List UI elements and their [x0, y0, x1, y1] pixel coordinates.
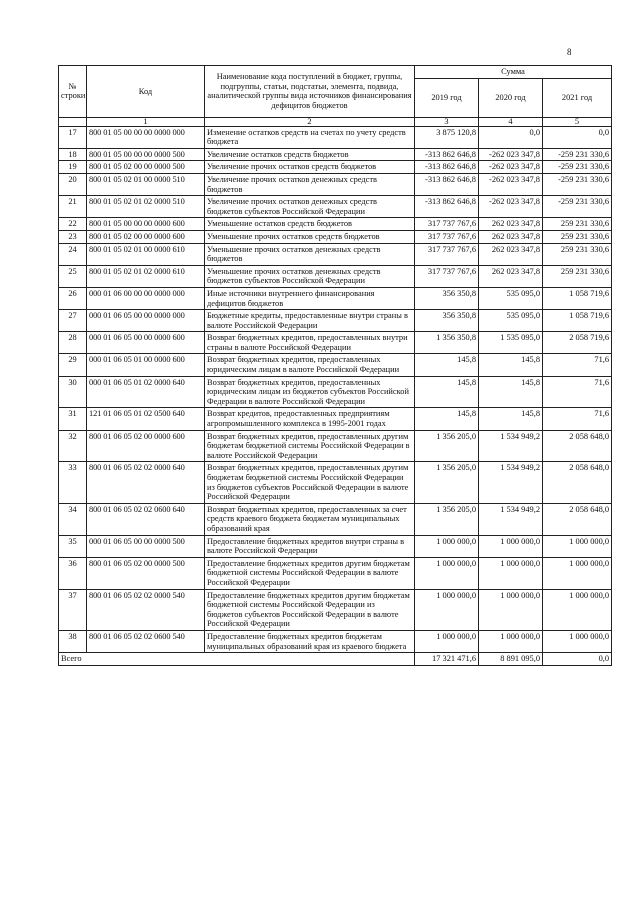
row-code: 800 01 06 05 02 02 0600 640: [87, 503, 205, 535]
table-row: [59, 173, 612, 195]
amount-2019: 3 875 120,8: [415, 126, 479, 148]
row-code: 800 01 05 02 00 00 0000 500: [87, 161, 205, 174]
row-number: 30: [59, 376, 87, 408]
amount-2021: 1 000 000,0: [543, 535, 612, 557]
total-amount-2021: 0,0: [543, 653, 612, 666]
table-row: [59, 310, 612, 332]
amount-2021: 1 000 000,0: [543, 589, 612, 630]
amount-2019: 317 737 767,6: [415, 218, 479, 231]
table-row: [59, 354, 612, 376]
row-code: 800 01 05 02 01 02 0000 510: [87, 196, 205, 218]
amount-2020: 535 095,0: [479, 287, 543, 309]
row-code: 800 01 06 05 02 00 0000 600: [87, 430, 205, 462]
row-code: 000 01 06 05 01 02 0000 640: [87, 376, 205, 408]
amount-2021: 2 058 648,0: [543, 430, 612, 462]
amount-2020: 145,8: [479, 376, 543, 408]
amount-2021: 1 058 719,6: [543, 310, 612, 332]
amount-2019: 145,8: [415, 354, 479, 376]
row-number: 34: [59, 503, 87, 535]
row-code: 000 01 06 05 00 00 0000 500: [87, 535, 205, 557]
table-row: [59, 408, 612, 430]
row-code: 800 01 05 02 01 00 0000 610: [87, 243, 205, 265]
row-name: Возврат бюджетных кредитов, предоставленных юридическим лицам из бюджетов субъектов Российской Федерации в валюте Российской Федерации: [205, 376, 415, 408]
amount-2019: 317 737 767,6: [415, 243, 479, 265]
table-row: [59, 148, 612, 161]
amount-2019: -313 862 646,8: [415, 173, 479, 195]
amount-2020: 1 534 949,2: [479, 430, 543, 462]
amount-2020: 262 023 347,8: [479, 243, 543, 265]
row-name: Предоставление бюджетных кредитов другим бюджетам бюджетной системы Российской Федерации из бюджетов субъектов Российской Федерации в валюте Российской Федерации: [205, 589, 415, 630]
row-name: Предоставление бюджетных кредитов другим бюджетам бюджетной системы Российской Федерации в валюте Российской Федерации: [205, 557, 415, 589]
row-name: Увеличение прочих остатков денежных средств бюджетов субъектов Российской Федерации: [205, 196, 415, 218]
amount-2020: 0,0: [479, 126, 543, 148]
row-number: 25: [59, 265, 87, 287]
amount-2021: 259 231 330,6: [543, 230, 612, 243]
amount-2019: 317 737 767,6: [415, 265, 479, 287]
amount-2019: 1 356 205,0: [415, 503, 479, 535]
row-code: 800 01 06 05 02 02 0000 640: [87, 462, 205, 503]
row-code: 000 01 06 05 00 00 0000 000: [87, 310, 205, 332]
row-number: 22: [59, 218, 87, 231]
table-row: [59, 161, 612, 174]
amount-2019: 356 350,8: [415, 310, 479, 332]
amount-2019: 1 000 000,0: [415, 589, 479, 630]
row-code: 800 01 06 05 02 02 0000 540: [87, 589, 205, 630]
row-name: Возврат кредитов, предоставленных предприятиям агропромышленного комплекса в 1995-2001 годах: [205, 408, 415, 430]
amount-2021: -259 231 330,6: [543, 196, 612, 218]
row-code: 800 01 06 05 02 02 0600 540: [87, 630, 205, 652]
amount-2020: 1 000 000,0: [479, 630, 543, 652]
amount-2021: 259 231 330,6: [543, 265, 612, 287]
amount-2020: 145,8: [479, 354, 543, 376]
amount-2021: 2 058 648,0: [543, 503, 612, 535]
amount-2020: 262 023 347,8: [479, 230, 543, 243]
table-row: [59, 230, 612, 243]
amount-2019: 356 350,8: [415, 287, 479, 309]
row-code: 800 01 05 02 00 00 0000 600: [87, 230, 205, 243]
amount-2020: -262 023 347,8: [479, 196, 543, 218]
amount-2019: 1 356 205,0: [415, 462, 479, 503]
amount-2020: 262 023 347,8: [479, 265, 543, 287]
row-name: Возврат бюджетных кредитов, предоставленных другим бюджетам бюджетной системы Российской Федерации из бюджетов субъектов Российской Федерации в валюте Российской Федерации: [205, 462, 415, 503]
amount-2019: -313 862 646,8: [415, 161, 479, 174]
header-year-2021: 2021 год: [543, 78, 612, 117]
row-name: Уменьшение прочих остатков денежных средств бюджетов: [205, 243, 415, 265]
table-row: [59, 589, 612, 630]
row-name: Уменьшение прочих остатков денежных средств бюджетов субъектов Российской Федерации: [205, 265, 415, 287]
row-name: Предоставление бюджетных кредитов бюджетам муниципальных образований края из краевого бюджета: [205, 630, 415, 652]
column-index: 3: [415, 117, 479, 126]
row-name: Уменьшение прочих остатков средств бюджетов: [205, 230, 415, 243]
total-amount-2020: 8 891 095,0: [479, 653, 543, 666]
row-code: 121 01 06 05 01 02 0500 640: [87, 408, 205, 430]
row-number: 23: [59, 230, 87, 243]
row-code: 000 01 06 05 00 00 0000 600: [87, 332, 205, 354]
column-index: [59, 117, 87, 126]
row-name: Уменьшение остатков средств бюджетов: [205, 218, 415, 231]
amount-2020: 1 534 949,2: [479, 462, 543, 503]
row-number: 27: [59, 310, 87, 332]
amount-2020: 1 535 095,0: [479, 332, 543, 354]
table-row: [59, 332, 612, 354]
row-number: 31: [59, 408, 87, 430]
row-number: 26: [59, 287, 87, 309]
row-number: 24: [59, 243, 87, 265]
amount-2019: 145,8: [415, 376, 479, 408]
amount-2021: 1 058 719,6: [543, 287, 612, 309]
header-year-2019: 2019 год: [415, 78, 479, 117]
amount-2020: 1 000 000,0: [479, 589, 543, 630]
row-code: 800 01 05 02 01 02 0000 610: [87, 265, 205, 287]
amount-2021: 259 231 330,6: [543, 243, 612, 265]
amount-2020: 1 000 000,0: [479, 535, 543, 557]
amount-2020: 145,8: [479, 408, 543, 430]
amount-2021: 2 058 648,0: [543, 462, 612, 503]
row-code: 800 01 05 02 01 00 0000 510: [87, 173, 205, 195]
amount-2021: 71,6: [543, 408, 612, 430]
header-row-number: № строки: [59, 66, 87, 118]
amount-2019: 1 000 000,0: [415, 557, 479, 589]
amount-2019: 145,8: [415, 408, 479, 430]
row-name: Увеличение прочих остатков денежных средств бюджетов: [205, 173, 415, 195]
row-code: 800 01 05 00 00 00 0000 000: [87, 126, 205, 148]
amount-2019: 1 356 205,0: [415, 430, 479, 462]
total-row: [59, 653, 612, 666]
header-code: Код: [87, 66, 205, 118]
table-row: [59, 265, 612, 287]
amount-2021: -259 231 330,6: [543, 173, 612, 195]
amount-2021: 71,6: [543, 376, 612, 408]
amount-2020: 1 534 949,2: [479, 503, 543, 535]
row-name: Возврат бюджетных кредитов, предоставленных другим бюджетам бюджетной системы Российской Федерации в валюте Российской Федерации: [205, 430, 415, 462]
row-name: Возврат бюджетных кредитов, предоставленных внутри страны в валюте Российской Федерации: [205, 332, 415, 354]
row-number: 17: [59, 126, 87, 148]
amount-2019: 1 000 000,0: [415, 535, 479, 557]
amount-2020: 535 095,0: [479, 310, 543, 332]
row-number: 36: [59, 557, 87, 589]
amount-2019: -313 862 646,8: [415, 196, 479, 218]
table-row: [59, 287, 612, 309]
total-amount-2019: 17 321 471,6: [415, 653, 479, 666]
amount-2021: 259 231 330,6: [543, 218, 612, 231]
amount-2021: -259 231 330,6: [543, 161, 612, 174]
row-code: 800 01 05 00 00 00 0000 500: [87, 148, 205, 161]
budget-sources-table: [58, 65, 612, 666]
row-name: Иные источники внутреннего финансирования дефицитов бюджетов: [205, 287, 415, 309]
row-name: Изменение остатков средств на счетах по учету средств бюджета: [205, 126, 415, 148]
table-row: [59, 462, 612, 503]
column-index: 1: [87, 117, 205, 126]
row-code: 000 01 06 00 00 00 0000 000: [87, 287, 205, 309]
row-name: Увеличение прочих остатков средств бюджетов: [205, 161, 415, 174]
table-row: [59, 557, 612, 589]
table-row: [59, 196, 612, 218]
total-label: Всего: [59, 653, 415, 666]
table-row: [59, 243, 612, 265]
row-number: 32: [59, 430, 87, 462]
amount-2020: -262 023 347,8: [479, 173, 543, 195]
header-name: Наименование кода поступлений в бюджет, группы, подгруппы, статьи, подстатьи, элемента, подвида, аналитической группы вида источников финансирования дефицитов бюджетов: [205, 66, 415, 118]
table-row: [59, 126, 612, 148]
header-year-2020: 2020 год: [479, 78, 543, 117]
row-name: Увеличение остатков средств бюджетов: [205, 148, 415, 161]
amount-2021: 0,0: [543, 126, 612, 148]
amount-2021: 2 058 719,6: [543, 332, 612, 354]
amount-2019: 1 356 350,8: [415, 332, 479, 354]
table-row: [59, 218, 612, 231]
row-number: 21: [59, 196, 87, 218]
amount-2019: -313 862 646,8: [415, 148, 479, 161]
row-name: Бюджетные кредиты, предоставленные внутри страны в валюте Российской Федерации: [205, 310, 415, 332]
column-index: 2: [205, 117, 415, 126]
row-number: 29: [59, 354, 87, 376]
table-row: [59, 630, 612, 652]
amount-2021: 1 000 000,0: [543, 630, 612, 652]
row-code: 800 01 05 00 00 00 0000 600: [87, 218, 205, 231]
row-number: 20: [59, 173, 87, 195]
column-index: 5: [543, 117, 612, 126]
row-name: Возврат бюджетных кредитов, предоставленных юридическим лицам в валюте Российской Федерации: [205, 354, 415, 376]
amount-2019: 317 737 767,6: [415, 230, 479, 243]
amount-2020: -262 023 347,8: [479, 161, 543, 174]
row-number: 18: [59, 148, 87, 161]
row-number: 37: [59, 589, 87, 630]
table-row: [59, 503, 612, 535]
row-number: 38: [59, 630, 87, 652]
row-name: Возврат бюджетных кредитов, предоставленных за счет средств краевого бюджета бюджетам муниципальных образований края: [205, 503, 415, 535]
row-code: 800 01 06 05 02 00 0000 500: [87, 557, 205, 589]
row-code: 000 01 06 05 01 00 0000 600: [87, 354, 205, 376]
row-number: 33: [59, 462, 87, 503]
table-row: [59, 376, 612, 408]
amount-2021: 71,6: [543, 354, 612, 376]
amount-2021: 1 000 000,0: [543, 557, 612, 589]
column-index: 4: [479, 117, 543, 126]
amount-2020: -262 023 347,8: [479, 148, 543, 161]
page-number: 8: [567, 47, 572, 57]
table-row: [59, 535, 612, 557]
header-sum: Сумма: [415, 66, 612, 79]
amount-2020: 262 023 347,8: [479, 218, 543, 231]
amount-2020: 1 000 000,0: [479, 557, 543, 589]
amount-2021: -259 231 330,6: [543, 148, 612, 161]
row-number: 28: [59, 332, 87, 354]
row-number: 35: [59, 535, 87, 557]
column-index-row: [59, 117, 612, 126]
row-name: Предоставление бюджетных кредитов внутри страны в валюте Российской Федерации: [205, 535, 415, 557]
amount-2019: 1 000 000,0: [415, 630, 479, 652]
row-number: 19: [59, 161, 87, 174]
table-row: [59, 430, 612, 462]
